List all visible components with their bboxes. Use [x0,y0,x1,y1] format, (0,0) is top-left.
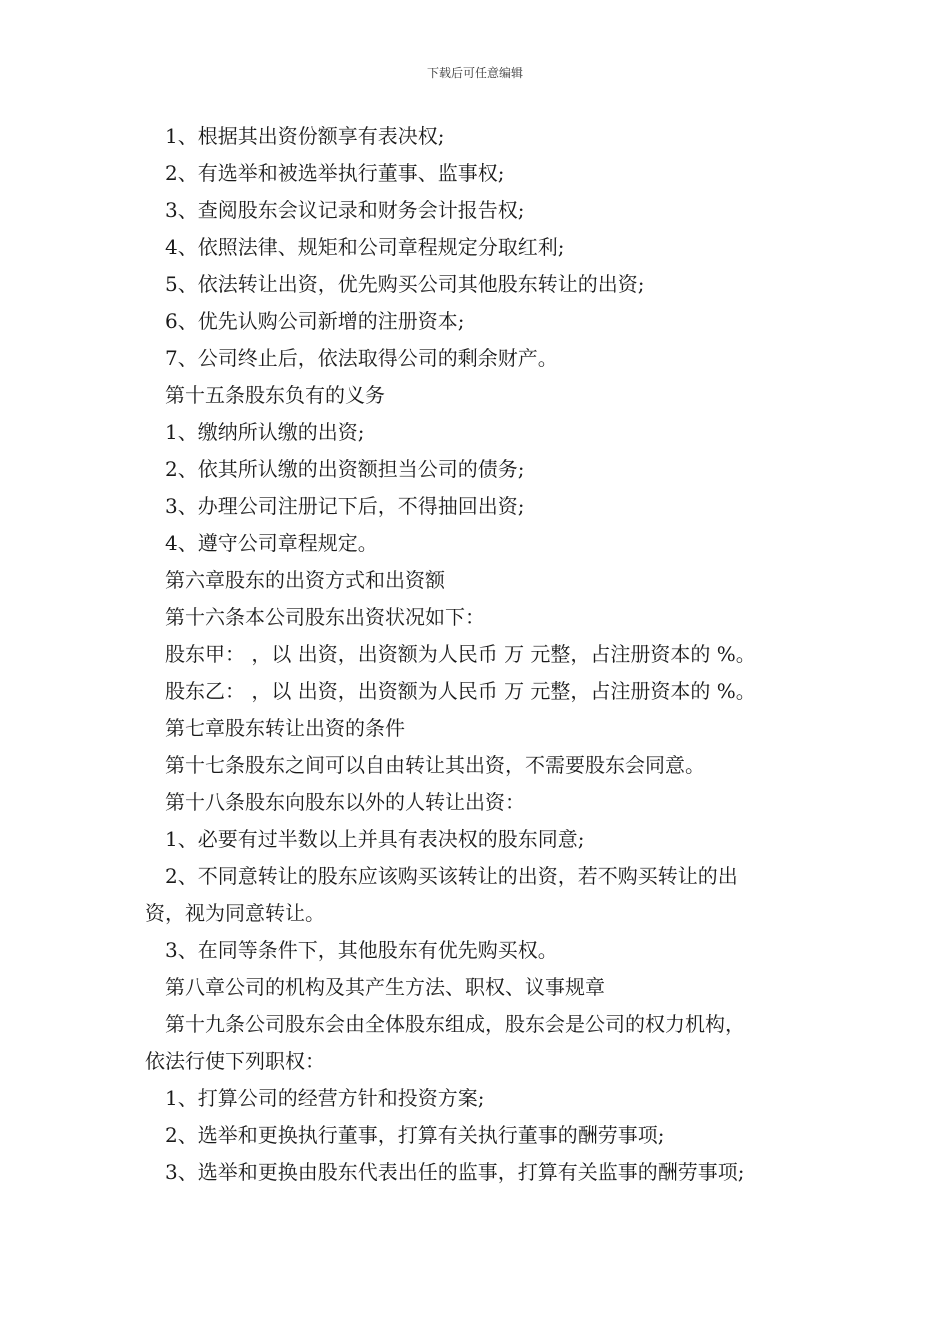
paragraph-line: 2、不同意转让的股东应该购买该转让的出资，若不购买转让的出 [165,864,738,888]
paragraph-line: 4、遵守公司章程规定。 [165,531,378,555]
chapter-heading: 第六章股东的出资方式和出资额 [165,568,445,592]
paragraph-line: 3、查阅股东会议记录和财务会计报告权; [165,198,525,222]
article-heading: 第十五条股东负有的义务 [165,383,385,407]
page-header: 下载后可任意编辑 [426,66,523,80]
paragraph-line: 5、依法转让出资，优先购买公司其他股东转让的出资; [165,272,645,296]
paragraph-line: 7、公司终止后，依法取得公司的剩余财产。 [165,346,558,370]
paragraph-line: 1、打算公司的经营方针和投资方案; [165,1086,485,1110]
chapter-heading: 第七章股东转让出资的条件 [165,716,405,740]
paragraph-line: 依法行使下列职权： [145,1049,325,1073]
paragraph-line: 股东乙： ，以 出资，出资额为人民币 万 元整，占注册资本的 %。 [165,679,756,703]
document-body [145,118,835,1191]
paragraph-line: 1、缴纳所认缴的出资; [165,420,365,444]
paragraph-line: 4、依照法律、规矩和公司章程规定分取红利; [165,235,565,259]
paragraph-line: 1、根据其出资份额享有表决权; [165,124,445,148]
paragraph-line: 6、优先认购公司新增的注册资本; [165,309,465,333]
paragraph-line: 股东甲： ，以 出资，出资额为人民币 万 元整，占注册资本的 %。 [165,642,756,666]
paragraph-line: 2、选举和更换执行董事，打算有关执行董事的酬劳事项; [165,1123,665,1147]
article-heading: 第十九条公司股东会由全体股东组成，股东会是公司的权力机构， [165,1012,745,1036]
article-heading: 第十七条股东之间可以自由转让其出资，不需要股东会同意。 [165,753,705,777]
paragraph-line: 资，视为同意转让。 [145,901,325,925]
chapter-heading: 第八章公司的机构及其产生方法、职权、议事规章 [165,975,605,999]
paragraph-line: 1、必要有过半数以上并具有表决权的股东同意; [165,827,585,851]
article-heading: 第十六条本公司股东出资状况如下： [165,605,485,629]
paragraph-line: 2、依其所认缴的出资额担当公司的债务; [165,457,525,481]
paragraph-line: 3、在同等条件下，其他股东有优先购买权。 [165,938,558,962]
paragraph-line: 3、办理公司注册记下后，不得抽回出资; [165,494,525,518]
paragraph-line: 2、有选举和被选举执行董事、监事权; [165,161,505,185]
article-heading: 第十八条股东向股东以外的人转让出资： [165,790,525,814]
paragraph-line: 3、选举和更换由股东代表出任的监事，打算有关监事的酬劳事项; [165,1160,745,1184]
